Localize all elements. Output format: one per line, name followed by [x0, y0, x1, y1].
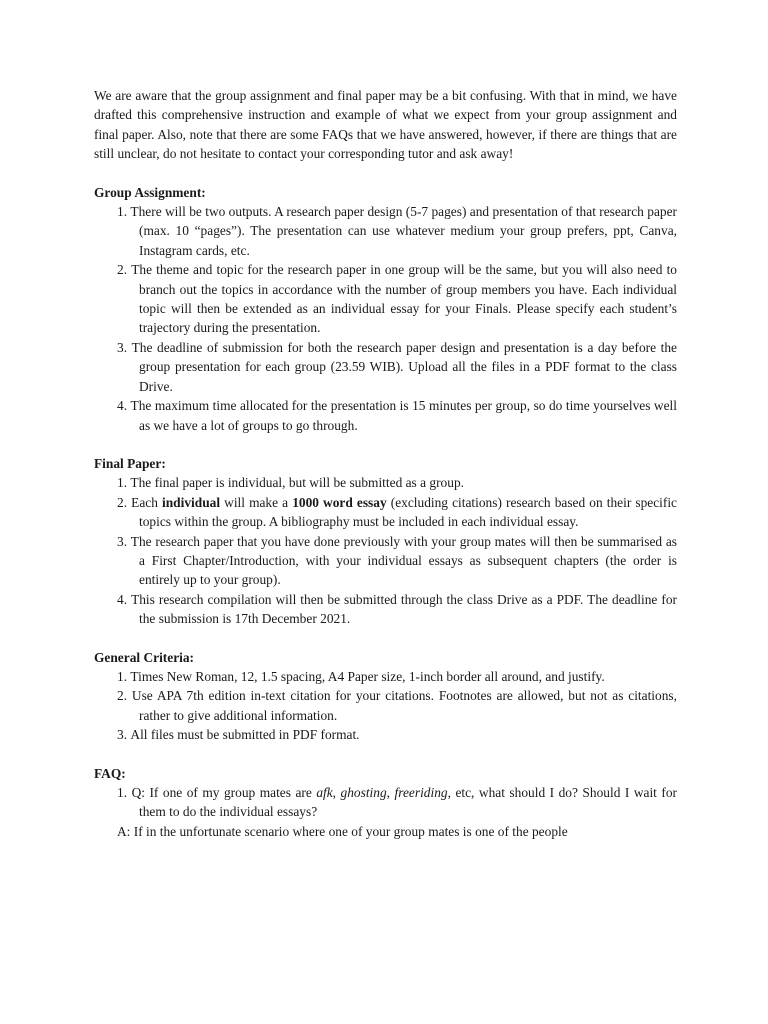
final-paper-section — [94, 454, 677, 629]
faq-question-post: , etc, what should I do? Should I wait for them to do the individual essays? — [139, 785, 678, 820]
list-item-text: The maximum time allocated for the presentation is 15 minutes per group, so do time yourselves well as we have a lot of groups to go through. — [130, 398, 677, 433]
list-number: 2. — [117, 688, 128, 704]
faq-section — [94, 764, 677, 842]
list-item — [94, 260, 677, 338]
emphasis-word-count: 1000 word essay — [292, 494, 387, 510]
list-item — [94, 202, 677, 260]
list-item-text: This research compilation will then be submitted through the class Drive as a PDF. The deadline for the submission is 17th December 2021. — [131, 591, 677, 627]
list-number: 1. — [117, 785, 128, 800]
group-assignment-section — [94, 183, 677, 435]
faq-term-freeriding: freeriding — [394, 785, 448, 800]
section-title-faq: FAQ: — [94, 765, 126, 781]
general-criteria-list — [94, 667, 677, 745]
section-title-group-assignment: Group Assignment: — [94, 184, 206, 200]
list-item — [94, 473, 677, 492]
list-number: 2. — [117, 262, 128, 278]
intro-paragraph: We are aware that the group assignment and final paper may be a bit confusing. With that in mind, we have drafted this comprehensive instruction and example of what we expect from your group assignment and final paper. Also, note that there are some FAQs that we have answered, however, if there are things that are still unclear, do not hesitate to contact your corresponding tutor and ask away! — [94, 88, 677, 162]
list-number: 3. — [117, 339, 128, 355]
list-item-text: The research paper that you have done previously with your group mates will then be summarised as a First Chapter/Introduction, with your individual essays as subsequent chapters (the order is entirely up to your group). — [130, 533, 677, 588]
faq-question-sep: , — [332, 785, 341, 800]
section-title-final-paper: Final Paper: — [94, 455, 166, 471]
final-paper-list — [94, 473, 677, 628]
faq-item — [94, 783, 677, 841]
list-item-text-pre: Each — [131, 494, 162, 510]
faq-answer: A: If in the unfortunate scenario where one of your group mates is one of the people — [117, 823, 568, 839]
list-number: 2. — [117, 494, 128, 510]
section-title-general-criteria: General Criteria: — [94, 649, 195, 665]
list-number: 1. — [117, 204, 128, 220]
list-item-text: Use APA 7th edition in-text citation for your citations. Footnotes are allowed, but not as citations, rather to give additional information. — [131, 688, 677, 723]
document-page — [94, 86, 677, 841]
list-item — [94, 396, 677, 435]
list-item — [94, 725, 677, 744]
faq-list — [94, 783, 677, 841]
emphasis-individual: individual — [162, 494, 221, 510]
group-assignment-list — [94, 202, 677, 435]
list-item — [94, 686, 677, 725]
list-number: 4. — [117, 398, 128, 414]
faq-question-pre: Q: If one of my group mates are — [131, 785, 317, 800]
list-number: 1. — [117, 668, 128, 684]
list-item — [94, 667, 677, 686]
list-item-text: The theme and topic for the research paper in one group will be the same, but you will also need to branch out the topics in accordance with the number of group members you have. Each individual topic will then be extended as an individual essay for your Finals. Please specify each student’s trajectory during the presentation. — [131, 262, 677, 336]
list-item-text-post: (excluding citations) research based on their specific topics within the group. A bibliography must be included in each individual essay. — [139, 494, 677, 530]
list-item — [94, 590, 677, 629]
general-criteria-section — [94, 648, 677, 745]
list-number: 4. — [117, 591, 128, 607]
faq-term-ghosting: ghosting — [340, 785, 387, 800]
list-item-text-mid: will make a — [220, 494, 293, 510]
list-number: 3. — [117, 727, 128, 743]
list-item-text: The final paper is individual, but will be submitted as a group. — [130, 475, 464, 491]
list-item-text: The deadline of submission for both the research paper design and presentation is a day before the group presentation for each group (23.59 WIB). Upload all the files in a PDF format to the class Drive. — [131, 339, 677, 394]
list-number: 3. — [117, 533, 128, 549]
list-item — [94, 493, 677, 532]
faq-question-sep: , — [386, 785, 395, 800]
list-item — [94, 338, 677, 396]
list-item-text: There will be two outputs. A research paper design (5-7 pages) and presentation of that research paper (max. 10 “pages”). The presentation can use whatever medium your group prefers, ppt, Canva, Instagram cards, etc. — [130, 204, 677, 258]
faq-term-afk: afk — [316, 785, 333, 800]
list-number: 1. — [117, 475, 128, 491]
list-item-text: All files must be submitted in PDF format. — [130, 727, 360, 743]
list-item — [94, 532, 677, 590]
list-item-text: Times New Roman, 12, 1.5 spacing, A4 Paper size, 1-inch border all around, and justify. — [130, 668, 605, 684]
